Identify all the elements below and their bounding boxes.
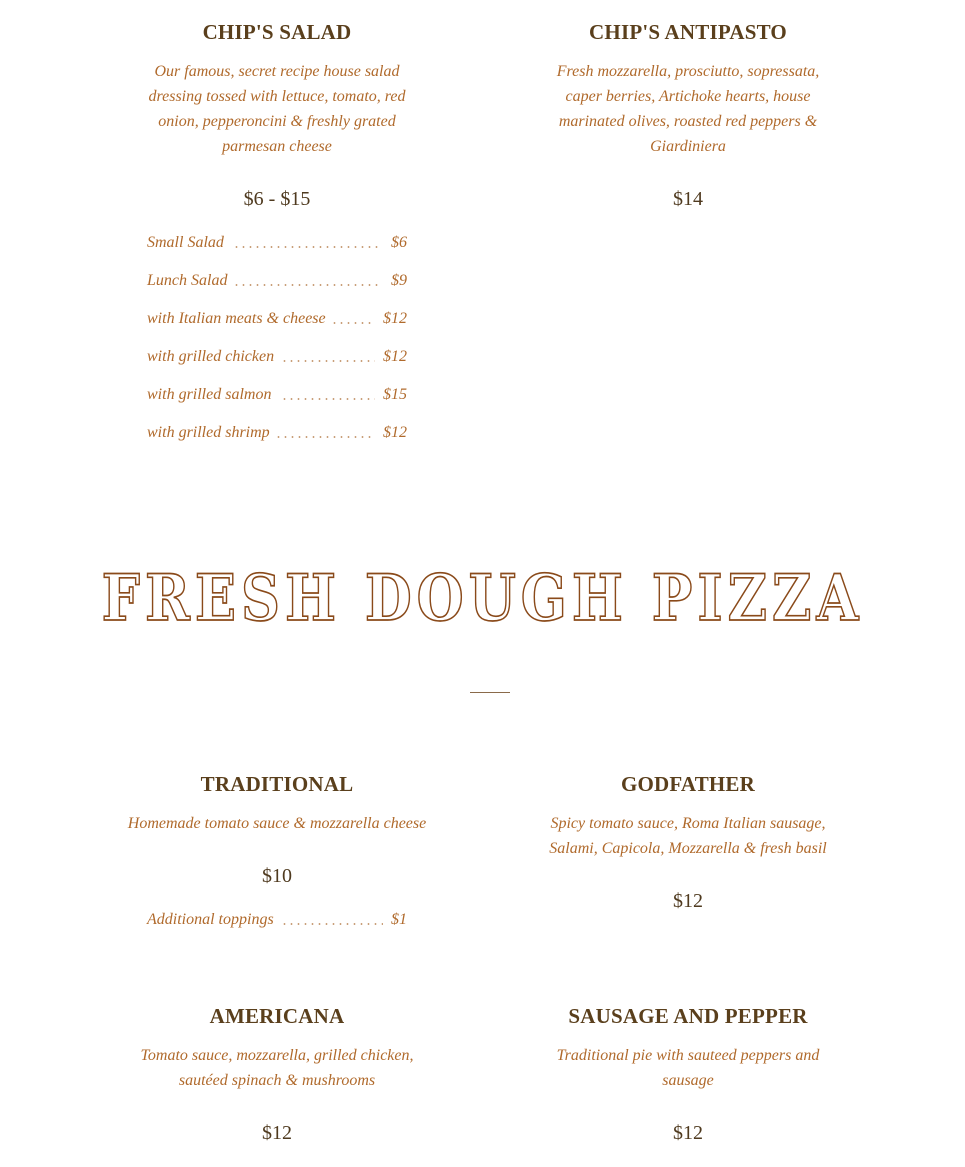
option-name: with Italian meats & cheese <box>147 310 330 328</box>
option-name: Additional toppings <box>147 911 278 929</box>
option-row <box>147 310 407 332</box>
leader-dots <box>281 923 383 925</box>
option-name: with grilled shrimp <box>147 424 274 442</box>
item-price: $12 <box>262 1122 292 1144</box>
menu-item-godfather <box>538 770 838 861</box>
menu-item-chips-antipasto <box>538 18 838 159</box>
item-description: Homemade tomato sauce & mozzarella cheese <box>127 815 427 832</box>
option-price: $12 <box>383 310 407 327</box>
item-description: Spicy tomato sauce, Roma Italian sausage, Salami, Capicola, Mozzarella & fresh basil <box>549 815 827 857</box>
option-price: $9 <box>391 272 407 289</box>
option-row <box>147 424 407 446</box>
item-price: $12 <box>673 890 703 912</box>
item-price-block <box>538 1120 838 1146</box>
item-price: $14 <box>673 188 703 210</box>
section-title: FRESH DOUGH PIZZA <box>101 560 864 636</box>
menu-item-americana <box>127 1002 427 1093</box>
leader-dots <box>281 360 375 362</box>
item-price-block <box>538 888 838 914</box>
section-divider <box>470 692 510 693</box>
option-price: $6 <box>391 234 407 251</box>
item-title: CHIP'S ANTIPASTO <box>589 20 787 44</box>
option-row <box>147 911 407 933</box>
option-name: with grilled chicken <box>147 348 278 366</box>
option-row <box>147 272 407 294</box>
item-title: TRADITIONAL <box>200 772 354 796</box>
item-description: Fresh mozzarella, prosciutto, sopressata, caper berries, Artichoke hearts, house marinated olives, roasted red peppers & Giardiniera <box>556 63 820 155</box>
option-name: Small Salad <box>147 234 228 252</box>
item-price-range <box>127 186 427 212</box>
item-price-block <box>538 186 838 212</box>
option-price: $12 <box>383 348 407 365</box>
item-description: Our famous, secret recipe house salad dressing tossed with lettuce, tomato, red onion, pepperoncini & freshly grated parmesan cheese <box>148 63 406 155</box>
item-price-block <box>127 863 427 889</box>
option-row <box>147 348 407 370</box>
leader-dots <box>331 322 375 324</box>
leader-dots <box>275 436 375 438</box>
option-price: $12 <box>383 424 407 441</box>
item-price: $12 <box>673 1122 703 1144</box>
item-title: CHIP'S SALAD <box>202 20 352 44</box>
leader-dots <box>233 246 381 248</box>
option-name: Lunch Salad <box>147 272 231 290</box>
option-price: $1 <box>391 911 407 928</box>
leader-dots <box>233 284 381 286</box>
menu-item-sausage-and-pepper <box>538 1002 838 1093</box>
item-price: $6 - $15 <box>243 188 311 210</box>
option-row <box>147 234 407 256</box>
item-price: $10 <box>262 865 292 887</box>
option-price: $15 <box>383 386 407 403</box>
item-description: Traditional pie with sauteed peppers and sausage <box>556 1047 820 1089</box>
item-price-block <box>127 1120 427 1146</box>
item-description: Tomato sauce, mozzarella, grilled chicken, sautéed spinach & mushrooms <box>140 1047 414 1089</box>
option-row <box>147 386 407 408</box>
option-name: with grilled salmon <box>147 386 275 404</box>
menu-item-traditional <box>127 770 427 836</box>
item-title: GODFATHER <box>620 772 756 796</box>
leader-dots <box>281 398 375 400</box>
item-title: SAUSAGE AND PEPPER <box>568 1004 808 1028</box>
menu-item-chips-salad <box>127 18 427 159</box>
item-title: AMERICANA <box>209 1004 345 1028</box>
